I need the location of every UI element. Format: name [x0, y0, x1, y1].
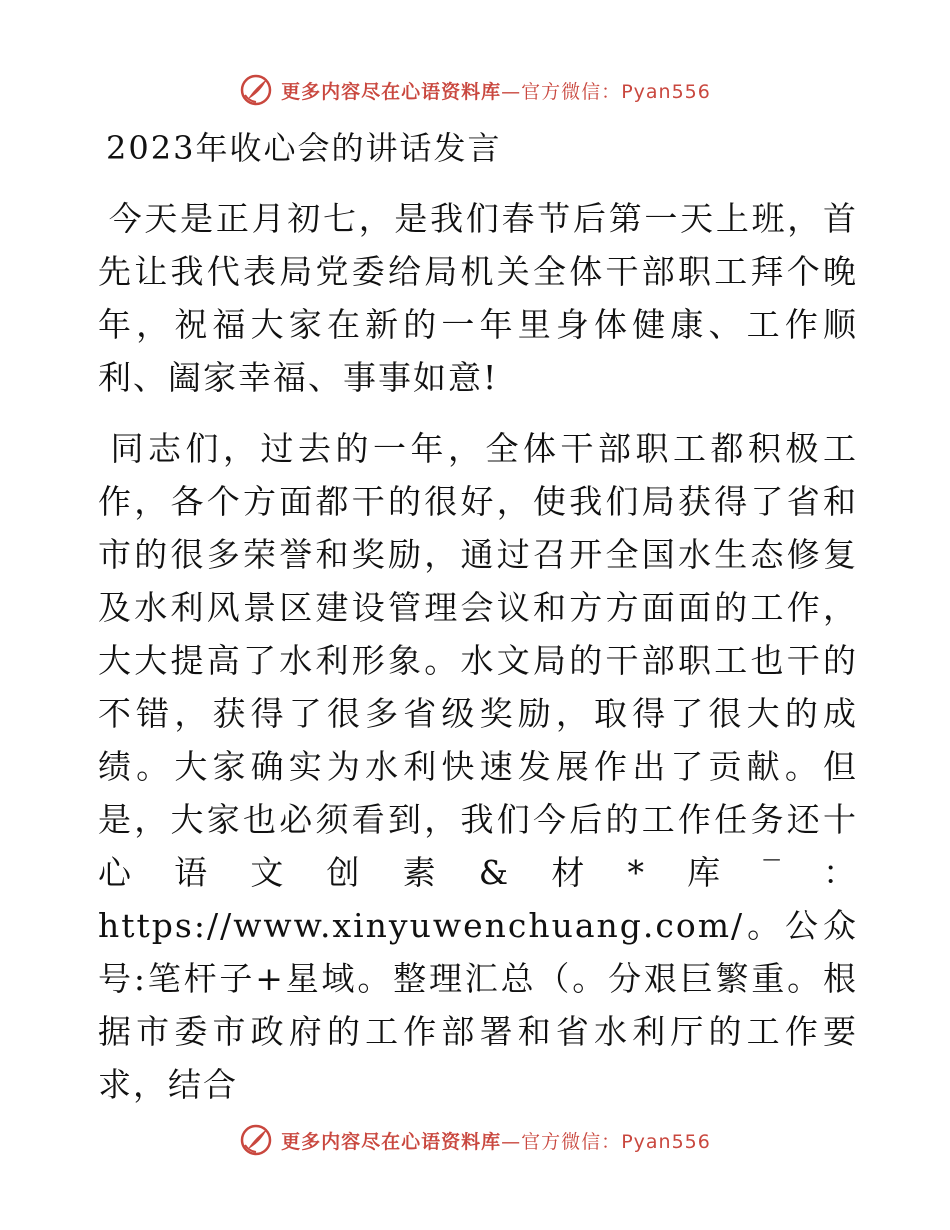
- footer-watermark: [0, 1120, 950, 1160]
- watermark-text: 更多内容尽在心语资料库—官方微信：Pyan556: [281, 1130, 711, 1153]
- paragraph-greeting: 今天是正月初七，是我们春节后第一天上班，首先让我代表局党委给局机关全体干部职工拜个晚年，祝福大家在新的一年里身体健康、工作顺利、阖家幸福、事事如意!: [98, 199, 858, 397]
- document-body: [98, 122, 858, 1129]
- document-title: 2023年收心会的讲话发言: [106, 129, 502, 167]
- quill-logo-icon: [239, 73, 273, 107]
- watermark-text: 更多内容尽在心语资料库—官方微信：Pyan556: [281, 80, 711, 103]
- paragraph-review: 同志们，过去的一年，全体干部职工都积极工作，各个方面都干的很好，使我们局获得了省和市的很多荣誉和奖励，通过召开全国水生态修复及水利风景区建设管理会议和方方面面的工作，大大提高了水利形象。水文局的干部职工也干的不错，获得了很多省级奖励，取得了很大的成绩。大家确实为水利快速发展作出了贡献。但是，大家也必须看到，我们今后的工作任务还十心语文创素&材*库‾：https://www.xinyuwenchuang.com/。公众号:笔杆子+星域。整理汇总（。分艰巨繁重。根据市委市政府的工作部署和省水利厅的工作要求，结合: [98, 429, 858, 1104]
- header-watermark: [0, 70, 950, 110]
- quill-logo-icon: [239, 1123, 273, 1157]
